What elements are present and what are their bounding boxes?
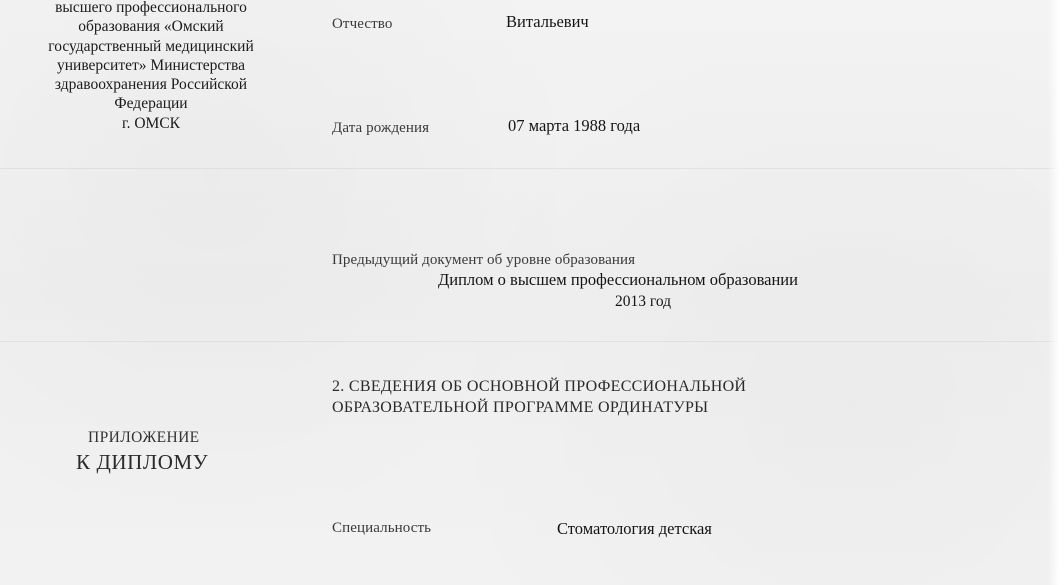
institution-line: государственный медицинский xyxy=(48,37,254,55)
appendix-title-line2: К ДИПЛОМУ xyxy=(76,450,209,474)
institution-line: Федерации xyxy=(114,95,188,113)
appendix-title-line1: ПРИЛОЖЕНИЕ xyxy=(88,429,200,446)
page-edge xyxy=(1048,0,1064,585)
birthdate-value: 07 марта 1988 года xyxy=(508,116,641,135)
patronymic-label: Отчество xyxy=(332,16,393,32)
birthdate-label: Дата рождения xyxy=(332,120,430,136)
previous-document-year: 2013 год xyxy=(615,293,672,310)
paper-crease xyxy=(0,168,1064,169)
previous-document-value: Диплом о высшем профессиональном образовании xyxy=(438,270,798,289)
institution-line: образования «Омский xyxy=(78,18,224,36)
institution-city: г. ОМСК xyxy=(121,114,180,132)
institution-line: здравоохранения Российской xyxy=(54,76,248,94)
institution-block xyxy=(20,0,282,133)
section-heading xyxy=(332,376,746,418)
section-heading-line: ОБРАЗОВАТЕЛЬНОЙ ПРОГРАММЕ ОРДИНАТУРЫ xyxy=(332,399,709,416)
institution-line: университет» Министерства xyxy=(56,56,246,74)
paper-crease xyxy=(0,341,1064,342)
section-heading-line: 2. СВЕДЕНИЯ ОБ ОСНОВНОЙ ПРОФЕССИОНАЛЬНОЙ xyxy=(332,378,747,395)
specialty-value: Стоматология детская xyxy=(557,519,712,538)
previous-document-label: Предыдущий документ об уровне образования xyxy=(332,252,636,268)
institution-line: высшего профессионального xyxy=(55,0,247,16)
specialty-label: Специальность xyxy=(332,520,432,536)
patronymic-value: Витальевич xyxy=(506,12,589,31)
